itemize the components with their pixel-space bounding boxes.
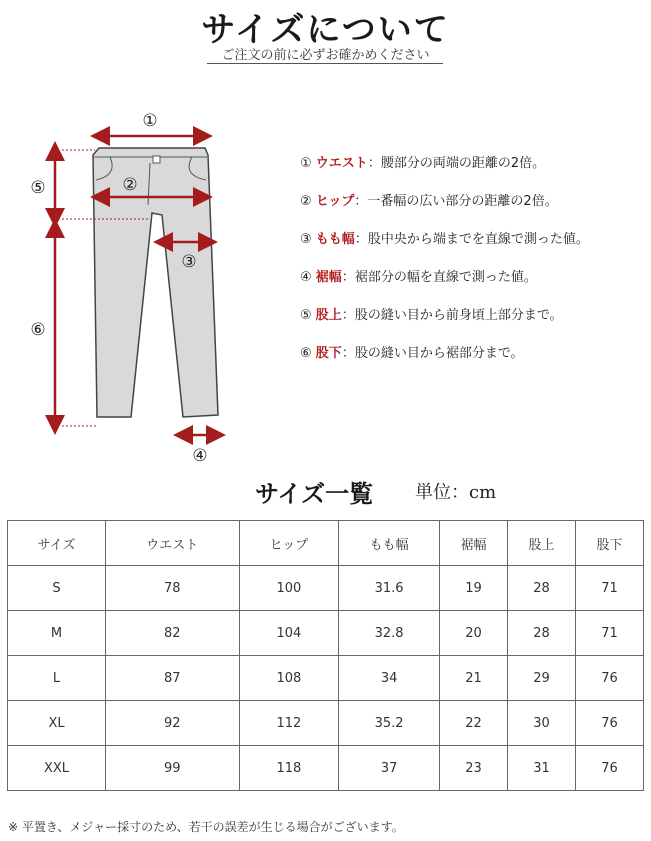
legend-desc: ：股の縫い目から前身頃上部分まで。	[341, 308, 563, 323]
table-cell: L	[8, 656, 106, 701]
legend-desc: ：腰部分の両端の距離の2倍。	[367, 156, 546, 171]
legend-item-rise	[300, 304, 645, 342]
table-cell: 99	[106, 746, 239, 791]
table-cell: 112	[239, 701, 339, 746]
legend-key: 股下	[315, 346, 342, 361]
table-row	[8, 611, 644, 656]
header-size: サイズ	[8, 521, 106, 566]
legend-num: ①	[300, 156, 312, 171]
marker-inseam: ⑥	[30, 320, 46, 340]
waistband-button	[153, 156, 160, 163]
marker-hip: ②	[122, 175, 138, 195]
legend-item-hip	[300, 190, 645, 228]
page-subtitle: ご注文の前に必ずお確かめください	[221, 48, 430, 63]
table-cell: 30	[507, 701, 575, 746]
table-cell: 92	[106, 701, 239, 746]
table-cell: 118	[239, 746, 339, 791]
table-cell: 31.6	[339, 566, 440, 611]
marker-rise: ⑤	[30, 178, 46, 198]
table-cell: 82	[106, 611, 239, 656]
table-cell: 34	[339, 656, 440, 701]
legend-key: 股上	[315, 308, 342, 323]
legend-desc: ：股の縫い目から裾部分まで。	[341, 346, 524, 361]
legend-num: ②	[300, 194, 312, 209]
table-cell: XXL	[8, 746, 106, 791]
header-hem: 裾幅	[439, 521, 507, 566]
table-cell: 71	[575, 566, 643, 611]
legend-item-hem	[300, 266, 645, 304]
legend-item-inseam	[300, 342, 645, 380]
table-cell: 21	[439, 656, 507, 701]
table-cell: 19	[439, 566, 507, 611]
header-waist: ウエスト	[106, 521, 239, 566]
table-cell: 78	[106, 566, 239, 611]
table-cell: 28	[507, 611, 575, 656]
table-cell: 76	[575, 746, 643, 791]
legend-num: ⑥	[300, 346, 312, 361]
table-cell: 29	[507, 656, 575, 701]
legend-key: もも幅	[315, 232, 355, 247]
measurement-note: ※ 平置き、メジャー採寸のため、若干の誤差が生じる場合がございます。	[8, 820, 404, 834]
legend-key: 裾幅	[315, 270, 342, 285]
table-cell: 20	[439, 611, 507, 656]
size-table	[7, 520, 644, 791]
table-cell: M	[8, 611, 106, 656]
legend-desc: ：裾部分の幅を直線で測った値。	[341, 270, 537, 285]
subtitle-underline	[207, 63, 443, 64]
marker-hem: ④	[192, 446, 208, 466]
measurement-legend	[300, 152, 645, 380]
table-cell: 104	[239, 611, 339, 656]
table-cell: 37	[339, 746, 440, 791]
table-cell: 35.2	[339, 701, 440, 746]
pants-illustration	[93, 148, 218, 417]
pants-measurement-diagram	[0, 95, 260, 475]
size-chart-heading: サイズ一覧	[255, 480, 374, 508]
table-cell: 76	[575, 656, 643, 701]
legend-item-waist	[300, 152, 645, 190]
legend-item-thigh	[300, 228, 645, 266]
legend-num: ⑤	[300, 308, 312, 323]
legend-key: ヒップ	[315, 194, 355, 209]
table-cell: 76	[575, 701, 643, 746]
table-row	[8, 746, 644, 791]
legend-key: ウエスト	[315, 156, 368, 171]
table-cell: 32.8	[339, 611, 440, 656]
legend-desc: ：股中央から端までを直線で測った値。	[354, 232, 589, 247]
header-hip: ヒップ	[239, 521, 339, 566]
legend-desc: ：一番幅の広い部分の距離の2倍。	[354, 194, 558, 209]
table-row	[8, 701, 644, 746]
table-header-row	[8, 521, 644, 566]
legend-num: ④	[300, 270, 312, 285]
table-cell: XL	[8, 701, 106, 746]
table-cell: 22	[439, 701, 507, 746]
header-rise: 股上	[507, 521, 575, 566]
header-inseam: 股下	[575, 521, 643, 566]
table-row	[8, 566, 644, 611]
page-title: サイズについて	[201, 10, 450, 50]
table-cell: 108	[239, 656, 339, 701]
marker-thigh: ③	[181, 252, 197, 272]
table-row	[8, 656, 644, 701]
table-cell: S	[8, 566, 106, 611]
table-cell: 23	[439, 746, 507, 791]
table-cell: 28	[507, 566, 575, 611]
unit-label: 単位：cm	[415, 482, 497, 503]
marker-waist: ①	[142, 111, 158, 131]
table-cell: 100	[239, 566, 339, 611]
legend-num: ③	[300, 232, 312, 247]
header-thigh: もも幅	[339, 521, 440, 566]
table-cell: 31	[507, 746, 575, 791]
table-cell: 87	[106, 656, 239, 701]
table-cell: 71	[575, 611, 643, 656]
